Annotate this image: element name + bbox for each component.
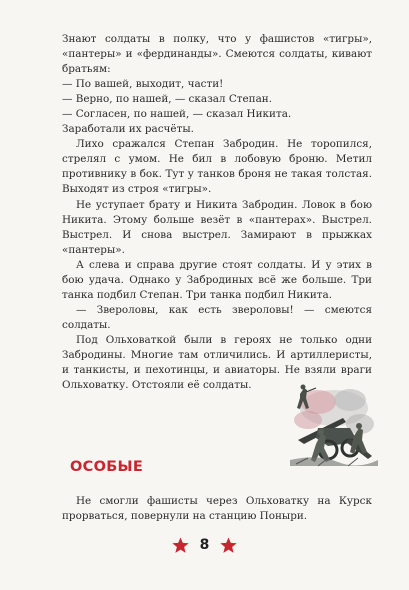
paragraph: — Звероловы, как есть звероловы! — смеются солдаты. — [62, 303, 372, 331]
paragraph: А слева и справа другие стоят солдаты. И у этих в бою удача. Однако у Забродиных всё же больше. Три танка подбил Степан. Три танка подбил Никита. — [62, 258, 372, 301]
red-star-icon — [219, 536, 238, 555]
paragraph: Под Ольховаткой были в героях не только одни Забродины. Многие там отличились. И артиллеристы, и танкисты, и пехотинцы, и авиаторы. Не взяли враги Ольховатку. Отстояли её солдаты. — [62, 333, 372, 392]
paragraph: — По вашей, выходит, части! — [62, 78, 224, 91]
page-number: 8 — [199, 537, 210, 553]
story-text — [62, 32, 372, 393]
paragraph: Заработали их расчёты. — [62, 123, 194, 136]
paragraph: — Согласен, по нашей, — сказал Никита. — [62, 108, 292, 121]
section-text — [62, 494, 372, 524]
paragraph: Лихо сражался Степан Забродин. Не торопился, стрелял с умом. Не бил в лобовую броню. Метил противнику в бок. Тут у танков броня не такая толстая. Выходят из строя «тигры». — [62, 138, 372, 196]
ground — [290, 457, 378, 466]
paragraph: Не смогли фашисты через Ольховатку на Курск прорваться, повернули на станцию Поныри. — [62, 495, 372, 523]
red-star-icon — [171, 536, 190, 555]
section-heading: ОСОБЫЕ — [70, 459, 144, 475]
paragraph: Не уступает брату и Никита Забродин. Ловок в бою Никита. Этому больше везёт в «пантерах». Выстрел. Выстрел. И снова выстрел. Замирают в прыжках «пантеры». — [62, 198, 372, 256]
paragraph: Знают солдаты в полку, что у фашистов «тигры», «пантеры» и «фердинанды». Смеются солдаты, кивают братьям: — [62, 33, 372, 76]
page-footer — [0, 534, 409, 556]
paragraph: — Верно, по нашей, — сказал Степан. — [62, 93, 273, 106]
battle-illustration — [288, 380, 380, 472]
